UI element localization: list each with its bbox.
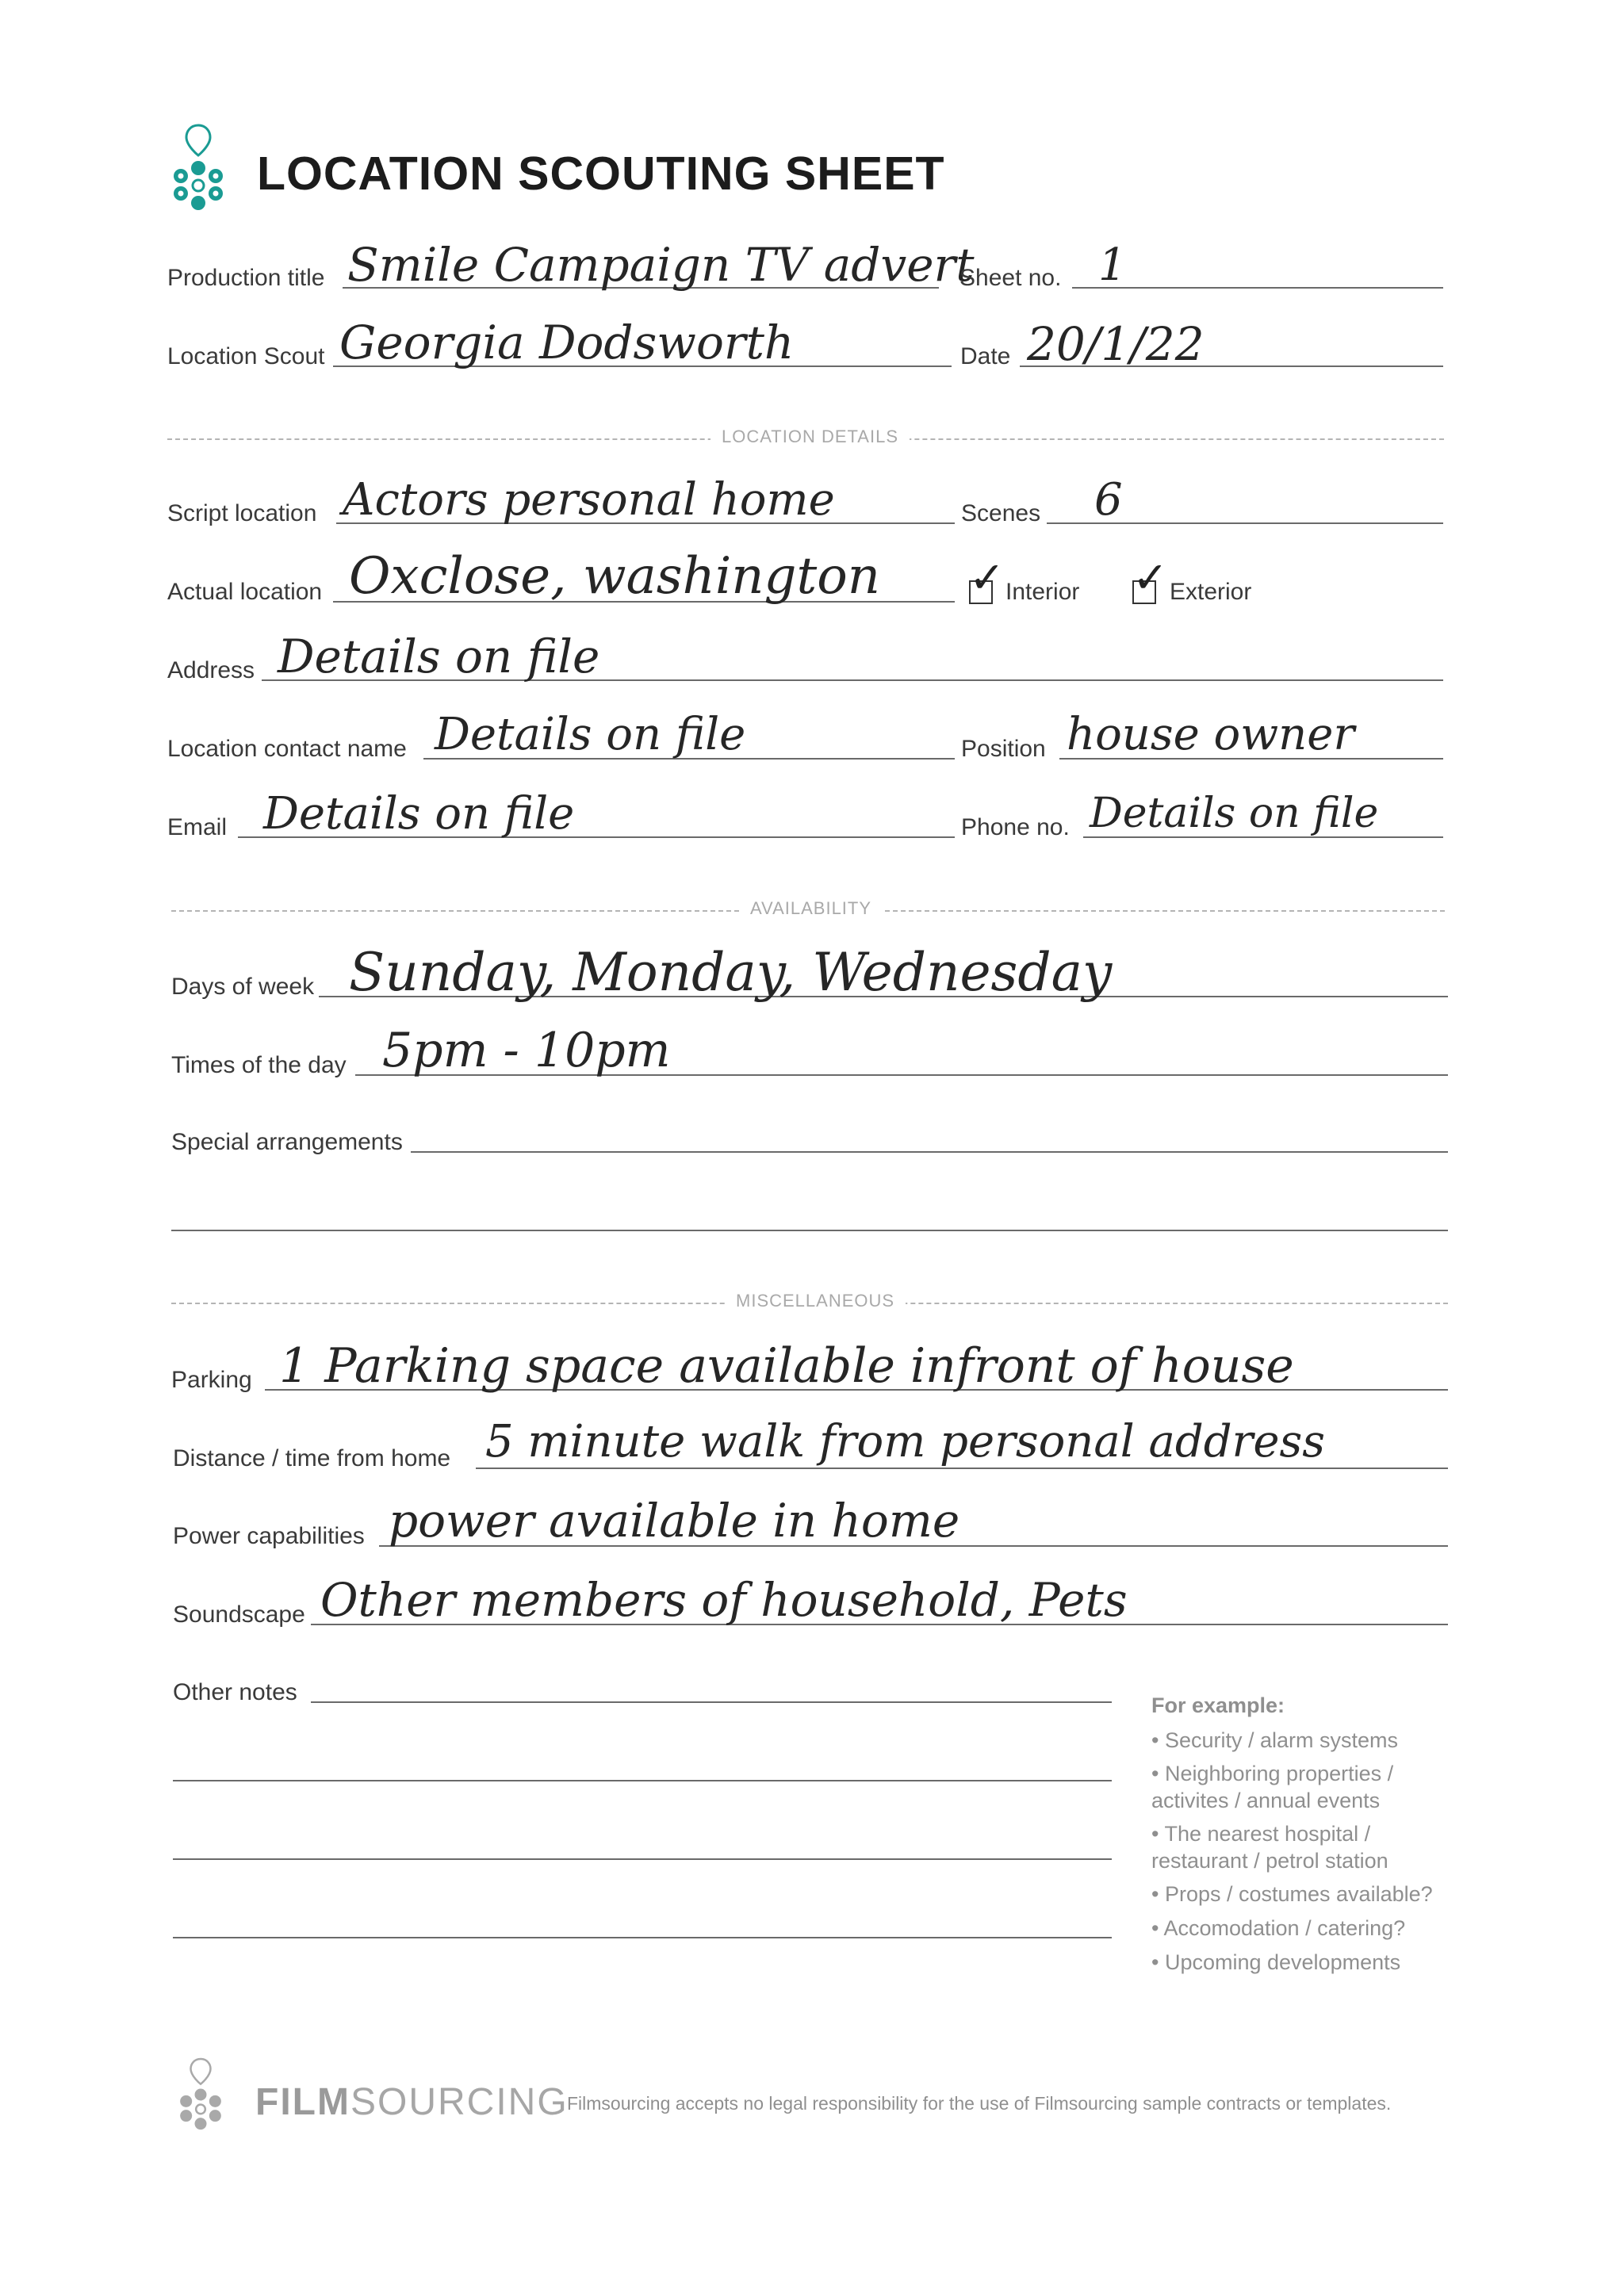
address-value[interactable]: Details on file [278,629,600,683]
power-value[interactable]: power available in home [389,1494,960,1548]
exterior-label: Exterior [1170,579,1252,605]
miscellaneous-heading: MISCELLANEOUS [725,1291,906,1311]
position-label: Position [961,736,1046,762]
days-label: Days of week [171,974,315,1000]
interior-label: Interior [1005,579,1080,605]
location-details-heading: LOCATION DETAILS [710,427,910,447]
script-location-label: Script location [167,500,317,526]
contact-name-value[interactable]: Details on file [435,709,746,760]
footer-brand-bold: FILM [255,2081,350,2123]
example-item: • Upcoming developments [1151,1950,1401,1974]
email-value[interactable]: Details on file [263,788,575,840]
example-item: restaurant / petrol station [1151,1849,1388,1873]
example-item: • Accomodation / catering? [1151,1916,1406,1940]
page-title: LOCATION SCOUTING SHEET [257,147,945,200]
distance-label: Distance / time from home [173,1445,451,1471]
special-arrangements-line[interactable] [411,1151,1448,1153]
scenes-label: Scenes [961,500,1041,526]
times-value[interactable]: 5pm - 10pm [382,1023,671,1078]
other-notes-label: Other notes [173,1679,297,1705]
production-title-value[interactable]: Smile Campaign TV advert [347,238,975,292]
exterior-check-icon: ✓ [1132,554,1169,602]
power-label: Power capabilities [173,1523,365,1549]
footer-disclaimer: Filmsourcing accepts no legal responsibility for the use of Filmsourcing sample contracts or templates. [567,2093,1392,2114]
filmsourcing-logo-icon [164,121,232,216]
sheet-no-line [1072,287,1443,289]
date-value[interactable]: 20/1/22 [1027,317,1205,371]
actual-location-value[interactable]: Oxclose, washington [349,547,880,606]
email-label: Email [167,814,228,840]
location-scout-label: Location Scout [167,343,325,369]
example-item: • Security / alarm systems [1151,1728,1399,1752]
example-item: • Props / costumes available? [1151,1882,1433,1906]
parking-label: Parking [171,1367,252,1393]
date-label: Date [960,343,1011,369]
address-label: Address [167,657,255,683]
phone-label: Phone no. [961,814,1070,840]
actual-location-label: Actual location [167,579,323,605]
example-item: • Neighboring properties / [1151,1762,1394,1785]
other-notes-line-4[interactable] [173,1937,1112,1938]
soundscape-label: Soundscape [173,1601,305,1628]
example-item: • The nearest hospital / [1151,1822,1371,1846]
script-location-value[interactable]: Actors personal home [343,474,835,526]
sheet-no-value[interactable]: 1 [1098,239,1127,291]
special-arrangements-line-2[interactable] [171,1230,1448,1231]
parking-value[interactable]: 1 Parking space available infront of house [279,1338,1294,1394]
soundscape-value[interactable]: Other members of household, Pets [320,1573,1128,1627]
special-arrangements-label: Special arrangements [171,1129,403,1155]
times-label: Times of the day [171,1052,347,1078]
distance-line [476,1468,1448,1469]
production-title-label: Production title [167,265,325,291]
sheet-no-label: Sheet no. [959,265,1062,291]
filmsourcing-footer-logo-icon [171,2055,230,2134]
other-notes-line[interactable] [311,1701,1112,1703]
days-value[interactable]: Sunday, Monday, Wednesday [349,942,1113,1003]
footer-brand [255,2080,569,2124]
position-value[interactable]: house owner [1067,709,1355,760]
distance-value[interactable]: 5 minute walk from personal address [485,1416,1325,1468]
location-scout-value[interactable]: Georgia Dodsworth [339,316,795,369]
footer-brand-light: SOURCING [350,2081,569,2123]
examples-title: For example: [1151,1693,1285,1717]
example-item: activites / annual events [1151,1789,1381,1812]
scenes-value[interactable]: 6 [1094,474,1123,526]
phone-value[interactable]: Details on file [1090,790,1379,837]
contact-name-label: Location contact name [167,736,407,762]
availability-heading: AVAILABILITY [739,898,883,919]
other-notes-line-2[interactable] [173,1780,1112,1781]
interior-check-icon: ✓ [969,554,1005,602]
other-notes-line-3[interactable] [173,1858,1112,1860]
